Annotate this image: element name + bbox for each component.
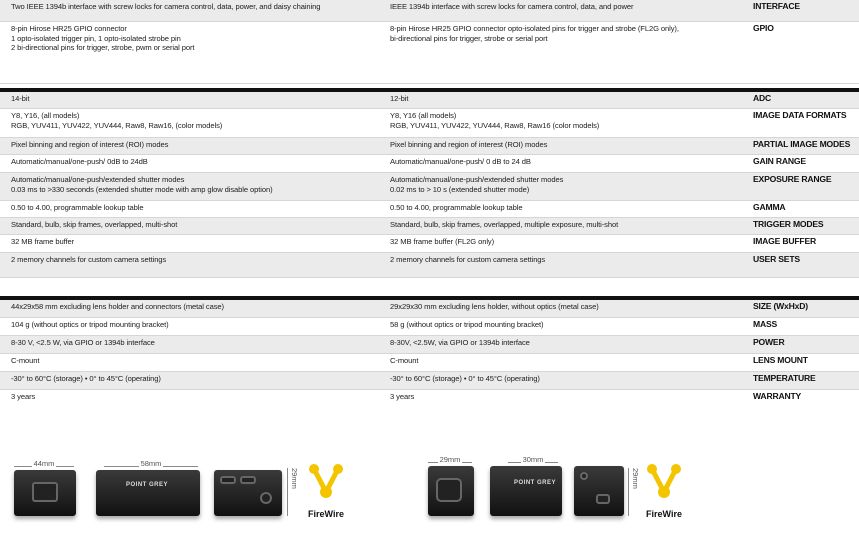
spec-label: PARTIAL IMAGE MODES bbox=[753, 139, 851, 149]
spec-row-trigger-modes bbox=[0, 218, 859, 235]
left-value: 32 MB frame buffer bbox=[11, 237, 75, 246]
left-value: 1 opto-isolated trigger pin, 1 opto-isolated strobe pin bbox=[11, 33, 181, 43]
width-dimension: 44mm bbox=[14, 466, 74, 476]
brand-label: POINT GREY bbox=[514, 480, 557, 486]
camera-front-view bbox=[428, 466, 474, 516]
spec-label: IMAGE DATA FORMATS bbox=[753, 110, 847, 120]
spec-row-warranty bbox=[0, 390, 859, 412]
sensor-window bbox=[32, 482, 58, 502]
spec-label: USER SETS bbox=[753, 254, 800, 264]
camera-photos bbox=[0, 452, 859, 538]
camera-side-view bbox=[490, 466, 562, 516]
spec-row-exposure-range bbox=[0, 173, 859, 201]
left-value: 14-bit bbox=[11, 94, 30, 103]
right-value: 8-pin Hirose HR25 GPIO connector opto-isolated pins for trigger and strobe (FL2G only), bbox=[390, 24, 679, 33]
spec-label: MASS bbox=[753, 319, 778, 329]
spec-row-gpio bbox=[0, 22, 859, 84]
spec-label: POWER bbox=[753, 337, 785, 347]
left-value: RGB, YUV411, YUV422, YUV444, Raw8, Raw16, (color models) bbox=[11, 120, 223, 130]
left-value: C-mount bbox=[11, 356, 40, 365]
depth-dimension: 30mm bbox=[508, 462, 558, 472]
spec-label: TRIGGER MODES bbox=[753, 219, 824, 229]
sensor-window bbox=[436, 478, 462, 502]
right-value: 12-bit bbox=[390, 94, 409, 103]
depth-dimension: 58mm bbox=[104, 466, 198, 476]
spec-label: LENS MOUNT bbox=[753, 355, 808, 365]
left-value: Standard, bulb, skip frames, overlapped, multi-shot bbox=[11, 220, 178, 229]
spec-label: EXPOSURE RANGE bbox=[753, 174, 832, 184]
gpio-connector bbox=[260, 492, 272, 504]
spec-row-lens-mount bbox=[0, 354, 859, 372]
camera-back-view bbox=[574, 466, 624, 516]
spec-row-temperature bbox=[0, 372, 859, 390]
camera-side-view bbox=[96, 470, 200, 516]
spec-row-power bbox=[0, 336, 859, 354]
firewire-port bbox=[220, 476, 236, 484]
spec-label: TEMPERATURE bbox=[753, 373, 816, 383]
firewire-port bbox=[596, 494, 610, 504]
right-value: 3 years bbox=[390, 392, 415, 401]
spec-label: GAIN RANGE bbox=[753, 156, 806, 166]
left-value: 44x29x58 mm excluding lens holder and connectors (metal case) bbox=[11, 302, 224, 311]
spec-section-imaging bbox=[0, 88, 859, 278]
left-value: 2 memory channels for custom camera settings bbox=[11, 255, 167, 264]
firewire-text: FireWire bbox=[646, 509, 682, 519]
spec-section-physical bbox=[0, 296, 859, 412]
firewire-icon bbox=[644, 462, 684, 502]
spec-row-image-buffer bbox=[0, 235, 859, 253]
spec-label: GPIO bbox=[753, 23, 774, 33]
right-value: 32 MB frame buffer (FL2G only) bbox=[390, 237, 495, 246]
spec-row-image-data-formats bbox=[0, 109, 859, 138]
left-value: Automatic/manual/one-push/extended shutter modes bbox=[11, 175, 185, 184]
width-dimension: 29mm bbox=[428, 462, 472, 472]
right-value: Automatic/manual/one-push/extended shutter modes bbox=[390, 175, 564, 184]
spec-label: IMAGE BUFFER bbox=[753, 236, 817, 246]
firewire-text: FireWire bbox=[308, 509, 344, 519]
spec-label: INTERFACE bbox=[753, 1, 800, 11]
left-value: 104 g (without optics or tripod mounting bracket) bbox=[11, 320, 169, 329]
right-value: 0.50 to 4.00, programmable lookup table bbox=[390, 203, 523, 212]
spec-row-mass bbox=[0, 318, 859, 336]
left-value: 8-pin Hirose HR25 GPIO connector bbox=[11, 24, 127, 33]
spec-label: SIZE (WxHxD) bbox=[753, 301, 808, 311]
right-value: RGB, YUV411, YUV422, YUV444, Raw8, Raw16 (color models) bbox=[390, 120, 600, 130]
firewire-icon bbox=[306, 462, 346, 502]
firewire-logo bbox=[300, 462, 352, 519]
right-value: 2 memory channels for custom camera settings bbox=[390, 255, 546, 264]
right-value: -30° to 60°C (storage) • 0° to 45°C (operating) bbox=[390, 374, 540, 383]
left-value: 8-30 V, <2.5 W, via GPIO or 1394b interface bbox=[11, 338, 155, 347]
left-value: 0.03 ms to >330 seconds (extended shutter mode with amp glow disable option) bbox=[11, 184, 273, 194]
spec-label: WARRANTY bbox=[753, 391, 802, 401]
right-value: 58 g (without optics or tripod mounting bracket) bbox=[390, 320, 544, 329]
right-value: bi-directional pins for trigger, strobe or serial port bbox=[390, 33, 548, 43]
spec-row-user-sets bbox=[0, 253, 859, 278]
spec-label: GAMMA bbox=[753, 202, 786, 212]
right-value: 29x29x30 mm excluding lens holder, without optics (metal case) bbox=[390, 302, 599, 311]
spec-row-size bbox=[0, 300, 859, 318]
spec-label: ADC bbox=[753, 93, 772, 103]
left-value: Automatic/manual/one-push/ 0dB to 24dB bbox=[11, 157, 148, 166]
right-value: 0.02 ms to > 10 s (extended shutter mode) bbox=[390, 184, 530, 194]
firewire-port bbox=[240, 476, 256, 484]
left-value: 0.50 to 4.00, programmable lookup table bbox=[11, 203, 144, 212]
spec-section-connectivity bbox=[0, 0, 859, 84]
spec-row-gain-range bbox=[0, 155, 859, 173]
right-value: Pixel binning and region of interest (ROI) modes bbox=[390, 140, 548, 149]
right-value: IEEE 1394b interface with screw locks for camera control, data, and power bbox=[390, 2, 634, 11]
left-value: 2 bi-directional pins for trigger, strobe, pwm or serial port bbox=[11, 43, 195, 53]
spec-row-adc bbox=[0, 92, 859, 109]
height-dimension: 29mm bbox=[628, 468, 640, 516]
left-value: -30° to 60°C (storage) • 0° to 45°C (operating) bbox=[11, 374, 161, 383]
right-value: Y8, Y16 (all models) bbox=[390, 111, 457, 120]
right-value: 8-30V, <2.5W, via GPIO or 1394b interface bbox=[390, 338, 530, 347]
spec-row-interface bbox=[0, 0, 859, 22]
spec-row-gamma bbox=[0, 201, 859, 218]
right-value: Automatic/manual/one-push/ 0 dB to 24 dB bbox=[390, 157, 531, 166]
camera-back-view bbox=[214, 470, 282, 516]
height-dimension: 29mm bbox=[287, 468, 299, 516]
right-value: C-mount bbox=[390, 356, 419, 365]
left-value: Two IEEE 1394b interface with screw locks for camera control, data, power, and daisy chaining bbox=[11, 2, 321, 11]
left-value: Pixel binning and region of interest (ROI) modes bbox=[11, 140, 169, 149]
brand-label: POINT GREY bbox=[126, 482, 169, 488]
gpio-connector bbox=[580, 472, 588, 480]
right-value: Standard, bulb, skip frames, overlapped, multiple exposure, multi-shot bbox=[390, 220, 619, 229]
firewire-logo bbox=[638, 462, 690, 519]
left-value: 3 years bbox=[11, 392, 36, 401]
spec-row-partial-image-modes bbox=[0, 138, 859, 155]
left-value: Y8, Y16, (all models) bbox=[11, 111, 80, 120]
camera-front-view bbox=[14, 470, 76, 516]
